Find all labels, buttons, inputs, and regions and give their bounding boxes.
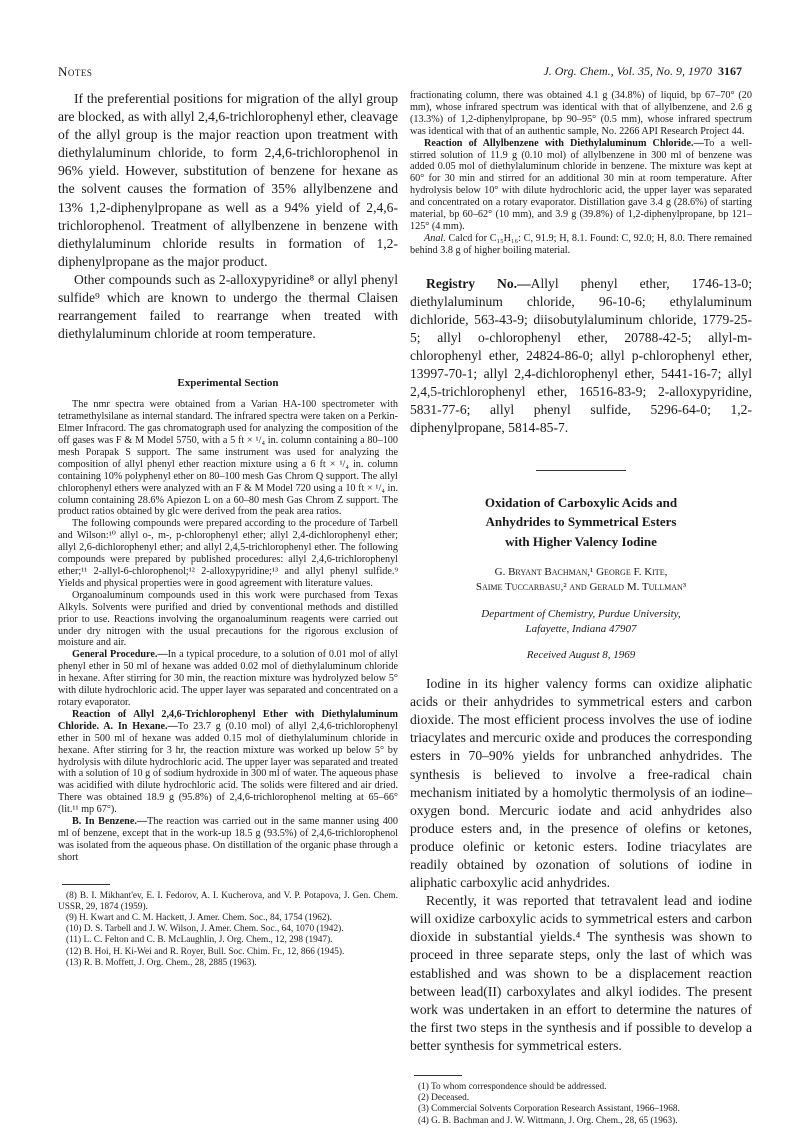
footnote: (4) G. B. Bachman and J. W. Wittmann, J. Org. Chem., 28, 65 (1963). [418,1115,678,1126]
experimental-paragraph: The nmr spectra were obtained from a Varian HA-100 spectrometer with tetramethylsilane as internal standard. The infrared spectra were taken on a Perkin-Elmer Infracord. The gas chromatograph used for analyzing the composition of the off gases was F & M Model 5750, with a 5 ft × ¹/₄ in. column containing a 80–100 mesh Porapak S support. The same instrument was used for analyzing the composition of allyl phenyl ether reaction mixture using a 6 ft × ¹/₄ in. column containing 10% polyphenyl ether on 80–100 mesh Gas Chrom Q support. The allyl chlorophenyl ethers were analyzed with an F & M Model 720 using a 10 ft × ¹/₄ in. column containing 28.6% Apiezon L on a 60–80 mesh Gas Chrom Z support. The product ratios obtained by glc were derived from the peak area ratios. [58,399,398,518]
page-number: 3167 [718,64,742,78]
body-paragraph: Recently, it was reported that tetravalent lead and iodine will oxidize carboxylic acids to symmetrical esters and carbon dioxide in substantial yields.⁴ The synthesis was shown to proceed in three separate steps, only the last of which was established and was shown to be a displacement reaction between lead(II) carboxylates and alkyl iodides. The present work was undertaken in an effort to determine the natures of the first two steps in the synthesis and if possible to develop a better synthesis for symmetrical esters. [410,893,752,1053]
paragraph-text: In a typical procedure, to a solution of 0.01 mol of allyl phenyl ether in 50 ml of hexane was added 0.02 mol of diethylaluminum chloride in hexane. After stirring for 30 min, the reaction mixture was hydrolyzed below 5° with dilute hydrochloric acid. The upper layer was separated and concentrated on a rotary evaporator. [58,649,398,708]
title-line: Anhydrides to Symmetrical Esters [485,514,677,530]
procedure-paragraph [58,816,398,864]
footnote: (8) B. I. Mikhant'ev, E. I. Fedorov, A. I. Kucherova, and V. P. Potapova, J. Gen. Chem. USSR, 29, 1874 (1959). [58,890,398,912]
run-in-heading: Reaction of Allylbenzene with Diethylaluminum Chloride.— [424,137,704,149]
title-line: with Higher Valency Iodine [505,533,657,549]
paragraph-text: To a well-stirred solution of 11.9 g (0.10 mol) of allylbenzene in 300 ml of benzene was added 0.05 mol of diethylaluminum chloride in benzene. The mixture was kept at 60° for 30 min and stirred for an additional 30 min at room temperature. After hydrolysis below 10° with dilute hydrochloric acid, the upper layer was separated and concentrated on a rotary evaporator. Distillation gave 3.4 g (28.6%) of starting material, bp 60–62° (10 mm), and 3.9 g (39.8%) of 1,2-diphenylpropane, bp 121–125° (4 mm). [410,137,753,232]
article-title [410,493,752,552]
authors-line: Saime Tuccarbasu,² and Gerald M. Tullman³ [475,581,687,594]
footnote: (12) B. Hoi, H. Ki-Wei and R. Royer, Bull. Soc. Chim. Fr., 12, 866 (1945). [66,946,345,957]
title-line: Oxidation of Carboxylic Acids and [484,494,678,510]
procedure-paragraph [410,138,752,233]
analysis-paragraph [410,233,752,257]
article-affiliation [410,607,752,637]
footnote: (2) Deceased. [418,1093,470,1104]
received-date: Received August 8, 1969 [526,649,636,662]
right-column [410,90,752,1127]
paragraph-text: Allyl phenyl ether, 1746-13-0; diethylaluminum chloride, 96-10-6; ethylaluminum dichloride, 563-43-9; diisobutylaluminum chloride, 1779-25-5; allyl o-chlorophenyl ether, 20788-42-5; allyl-m-chlorophenyl ether, 24824-86-0; allyl p-chlorophenyl ether, 13997-70-1; allyl 2,4-dichlorophenyl ether, 5441-16-7; allyl 2,4,5-trichlorophenyl ether, 16516-83-9; 2-alloxypyridine, 5831-77-6; allyl phenyl sulfide, 5296-64-0; 1,2-diphenylpropane, 5814-85-7. [410,275,752,436]
run-in-heading: General Procedure.— [72,649,168,661]
experimental-paragraph: The following compounds were prepared according to the procedure of Tarbell and Wilson:¹⁰ allyl o-, m-, p-chlorophenyl ether; allyl 2,4-dichlorophenyl ether; allyl 2,6-dichlorophenyl ether; and allyl 2,4,5-trichlorophenyl ether. The following compounds were prepared by published procedures: allyl 2,4,6-trichlorophenyl ether;¹¹ 2-allyl-6-chlorophenol;¹² 2-alloxypyridine;¹³ and allyl phenyl sulfide.⁹ Yields and physical properties were in good agreement with literature values. [58,518,398,589]
registry-paragraph [410,275,752,438]
analysis-label: Anal. [424,232,446,244]
footnote: (9) H. Kwart and C. M. Hackett, J. Amer. Chem. Soc., 84, 1754 (1962). [66,913,332,924]
article-authors [410,565,752,595]
footnote-rule [62,884,110,885]
footnote: (13) R. B. Moffett, J. Org. Chem., 28, 2885 (1963). [66,957,257,968]
section-heading: Experimental Section [177,377,279,390]
run-in-heading: B. In Benzene.— [72,816,148,828]
running-head-journal [543,64,742,79]
run-in-heading: Reaction of Allyl 2,4,6-Trichlorophenyl Ether with Diethylaluminum Chloride. A. In Hexane.— [58,708,398,732]
procedure-paragraph [58,709,398,816]
footnote: (11) L. C. Felton and C. B. McLaughlin, J. Org. Chem., 12, 298 (1947). [66,935,333,946]
paragraph-text: The reaction was carried out in the same manner using 400 ml of benzene, except that in the work-up 18.5 g (93.5%) of 2,4,6-trichlorophenol was isolated from the aqueous phase. On distillation of the organic phase through a short [58,816,398,863]
footnote: (3) Commercial Solvents Corporation Research Assistant, 1966–1968. [418,1104,680,1115]
experimental-paragraph: Organoaluminum compounds used in this work were purchased from Texas Alkyls. Solvents were purified and dried by conventional methods and distilled prior to use. Reactions involving the organoaluminum reagents were carried out under dry nitrogen with the usual precautions for the rigorous exclusion of moisture and air. [58,589,398,649]
body-paragraph: Other compounds such as 2-alloxypyridine⁸ or allyl phenyl sulfide⁹ which are known to undergo the thermal Claisen rearrangement failed to rearrange when treated with diethylaluminum chloride at room temperature. [58,271,398,342]
paragraph-text: Calcd for C₁₅H₁₆: C, 91.9; H, 8.1. Found: C, 92.0; H, 8.0. There remained behind 3.8 g of higher boiling material. [410,232,752,256]
footnote: (10) D. S. Tarbell and J. W. Wilson, J. Amer. Chem. Soc., 64, 1070 (1942). [66,924,344,935]
left-column [58,90,398,969]
registry-label: Registry No.— [426,275,531,291]
footnote: (1) To whom correspondence should be addressed. [418,1082,607,1092]
paragraph-text: To 23.7 g (0.10 mol) of allyl 2,4,6-trichlorophenyl ether in 500 ml of hexane was added 0.15 mol of diethylaluminum chloride in hexane. After stirring for 3 hr, the reaction mixture was worked up below 5° by hydrolysis with dilute hydrochloric acid. The upper layer was separated and treated with a solution of 10 g of sodium hydroxide in 300 ml of water. The aqueous phase was acidified with dilute hydrochloric acid. The solids were filtered and air dried. There was obtained 18.9 g (95.8%) of 2,4,6-trichlorophenol melting at 65–66° (lit.¹¹ mp 67°). [58,720,399,816]
affiliation-line: Department of Chemistry, Purdue University, [481,608,681,621]
journal-citation: J. Org. Chem., Vol. 35, No. 9, 1970 [543,64,712,78]
body-paragraph: If the preferential positions for migration of the allyl group are blocked, as with allyl 2,4,6-trichlorophenyl ether, cleavage of the allyl group is the major reaction upon treatment with diethylaluminum chloride, to form 2,4,6-trichlorophenol in 96% yield. However, substitution of benzene for hexane as the solvent causes the formation of 35% allylbenzene and 13% 1,2-diphenylpropane as well as a 94% yield of 2,4,6-trichlorophenol. Treatment of allylbenzene in benzene with diethylaluminum chloride results in formation of 1,2-diphenylpropane as the major product. [58,91,398,269]
article-divider [536,470,626,471]
experimental-paragraph: fractionating column, there was obtained 4.1 g (34.8%) of liquid, bp 67–70° (20 mm), whose infrared spectrum was identical with that of allylbenzene, and 2.6 g (13.3%) of 1,2-diphenylpropane, bp 90–95° (0.5 mm), whose infrared spectrum was identical with that of an authentic sample, No. 2266 API Research Project 44. [410,90,752,137]
procedure-paragraph [58,649,398,709]
affiliation-line: Lafayette, Indiana 47907 [525,623,637,636]
body-paragraph: Iodine in its higher valency forms can oxidize aliphatic acids or their anhydrides to symmetrical esters and carbon dioxide. The most efficient process involves the use of iodine triacylates and mercuric oxide and produces the corresponding esters in 70–90% yields for unbranched anhydrides. The synthesis is believed to involve a free-radical chain mechanism initiated by a homolytic thermolysis of an iodine–oxygen bond. Mercuric iodate and acid anhydrides also produce esters and, in the presence of olefins or ketones, produce olefinic or ketonic esters. Iodine triacylates are readily obtained by ozonation of solutions of iodine in aliphatic carboxylic acid anhydrides. [410,676,752,891]
authors-line: G. Bryant Bachman,¹ George F. Kite, [494,566,668,579]
running-head-section: Notes [58,64,93,79]
footnote-rule [414,1075,462,1076]
